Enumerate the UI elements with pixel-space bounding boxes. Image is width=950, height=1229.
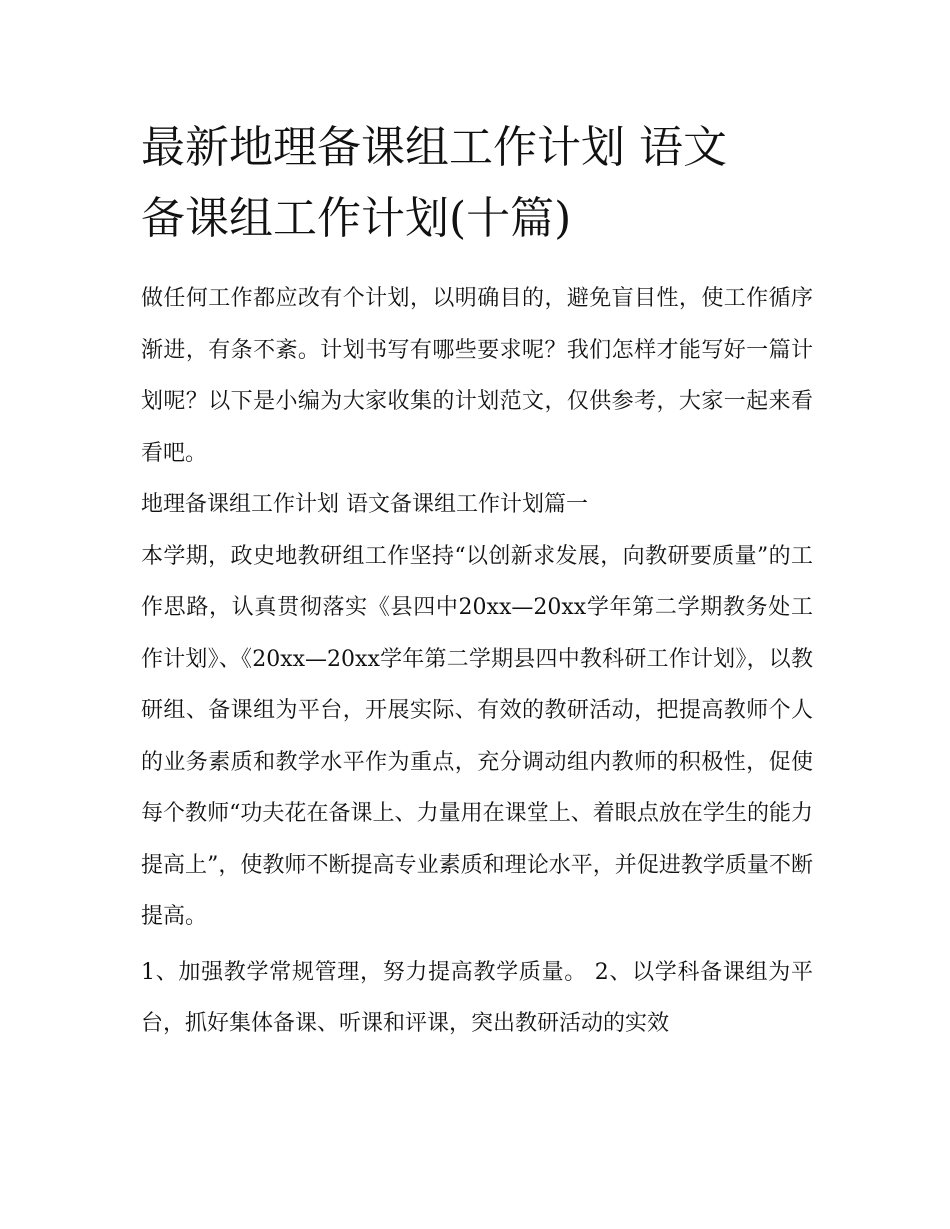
body-paragraph-1: 本学期，政史地教研组工作坚持“以创新求发展，向教研要质量”的工作思路，认真贯彻落实《县四中20xx—20xx学年第二学期教务处工作计划》、《20xx—20xx学年第二学期县四中教科研工作计划》，以教研组、备课组为平台，开展实际、有效的教研活动，把提高教师个人的业务素质和教学水平作为重点，充分调动组内教师的积极性，促使每个教师“功夫花在备课上、力量用在课堂上、着眼点放在学生的能力提高上”，使教师不断提高专业素质和理论水平，并促进教学质量不断提高。 [141,543,813,929]
document-content [141,112,813,1050]
intro-paragraph: 做任何工作都应改有个计划，以明确目的，避免盲目性，使工作循序渐进，有条不紊。计划书写有哪些要求呢？我们怎样才能写好一篇计划呢？以下是小编为大家收集的计划范文，仅供参考，大家一起来看看吧。 [141,286,813,466]
title-line-2: 备课组工作计划(十篇) [141,193,572,244]
body-paragraph-2: 1、加强教学常规管理，努力提高教学质量。 2、以学科备课组为平台，抓好集体备课、听课和评课，突出教研活动的实效 [141,959,813,1036]
document-body [141,273,813,1050]
document-title [141,112,813,254]
title-line-1: 最新地理备课组工作计划 语文 [141,122,727,173]
section-heading: 地理备课组工作计划 语文备课组工作计划篇一 [141,492,588,517]
